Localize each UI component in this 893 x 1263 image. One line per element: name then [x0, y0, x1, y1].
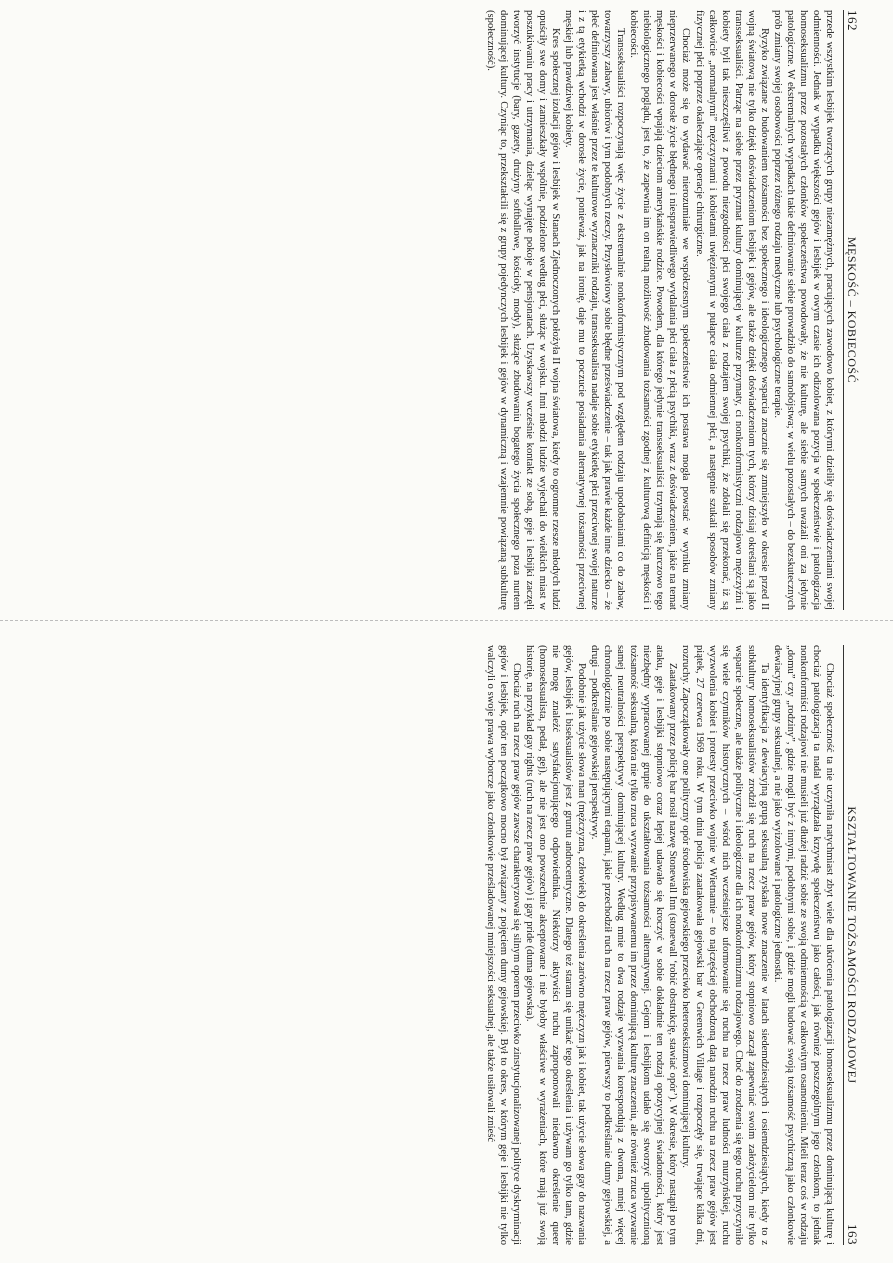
- page-body: [0, 645, 836, 1245]
- running-title: KSZTAŁTOWANIE TOŻSAMOŚCI RODZAJOWEJ: [845, 806, 859, 1084]
- paragraph: Ryzyko związane z budowaniem tożsamości bez społecznego i ideologicznego wsparcia znacznie się zmniejszyło w okresie przed II wojną światową nie tylko dzięki doświadczeniom lesbijek i gejów, ale także dzięki doświadczeniom tych, którzy dzisiaj określani są jako transseksualiści. Patrząc na siebie przez pryzmat kultury dominującej w kulturze przymaty, ci nonkonformistyczni rodzajowo mężczyźni i kobiety byli tak nieszczęśliwi z powodu niezgodności płci swojego ciała z rodzajem swojej psychiki, że zdołali się przekonać, iż są całkowicie „normalnymi” mężczyznami i kobietami uwięzionymi w pułapce ciała odmiennej płci, a następnie szukali sposobów zmiany fizycznej płci poprzez okaleczające operacje chirurgiczne.: [693, 10, 770, 610]
- page-number: 163: [845, 1224, 860, 1245]
- page-fold: [0, 620, 893, 623]
- paragraph: Kres społecznej izolacji gejów i lesbijek w Stanach Zjednoczonych położyła II wojna światowa, kiedy to ogromne rzesze młodych ludzi opuściły swe domy i zamieszkały wspólnie, podzielone według płci, służąc w wojsku. Inni młodzi ludzie wyjechali do wielkich miast w poszukiwaniu pracy i utrzymania, dzieląc wynajęte pokoje w pensjonatach. Uzyskawszy wcześnie kontakt ze sobą, geje i lesbijki zaczęli tworzyć instytucje (bary, gazety, drużyny softballowe, kościoły, mody), służące zbudowaniu bogatego życia społecznego poza nurtem dominującej kultury. Czyniąc to, przekształcili się z grupy pojedynczych lesbijek i gejów w dynamiczną i wzajemnie powiązaną subkulturę (społeczność).: [484, 10, 562, 610]
- paragraph: Chociaż ruch na rzecz praw gejów zawsze charakteryzował się silnym oporem przeciwko zinstytucjonalizowanej polityce dyskryminacji gejów i lesbijek, opór ten początkowo mocno był związany z pojęciem dumy gejowskiej. Był to okres, w którym geje i lesbijki nie tylko walczyli o swoje prawa wyborcze jako członkowie prześladowanej mniejszości seksualnej, ale także usiłowali znieść: [484, 645, 522, 1245]
- page-number: 162: [845, 10, 860, 31]
- running-head: [843, 10, 860, 610]
- running-head: [843, 645, 860, 1245]
- paragraph: przede wszystkim lesbijek tworzących grupy niezamężnych, pracujących zawodowo kobiet, z którymi dzieliły się doświadczeniami swojej odmienności. Jednak w wypadku większości gejów i lesbijek w owym czasie ich odizolowana pozycja w społeczeństwie i patologizacja homoseksualizmu przez pozostałych członków społeczeństwa powodowały, że nie kulturę, ale siebie samych uważali oni za jedynie patologiczne. W ekstremalnych wypadkach takie definiowanie siebie prowadziło do samobójstwa; w wielu pozostałych – do bezskutecznych prób zmiany swojej osobowości poprzez różnego rodzaju medyczne lub psychologiczne terapie.: [771, 10, 835, 610]
- paragraph: Chociaż może się to wydawać nierozumiałe we współczesnym społeczeństwie ich postawa mogła powstać w wyniku zmiany nieprzerwanego w dorosłe życie błędnego i niesprawiedliwego wydalania płci ciała z płcią psychiki, wraz z doświadczeniem, jakie na temat męskości i kobiecości wpajają dzieciom amerykańskie rodzice. Powodem, dla którego jedynie transseksualiści trzymają się kurczowo tego niebiologicznego poglądu, jest to, że zapewnia im on realną możliwość zbudowania tożsamości zgodnej z kulturową definicją męskości i kobiecości.: [628, 10, 692, 610]
- right-page: [0, 645, 860, 1245]
- page-body: [0, 10, 836, 610]
- running-title: MĘSKOŚĆ – KOBIECOŚĆ: [845, 236, 859, 384]
- paragraph: Podobnie jak użycie słowa man (mężczyzna, człowiek) do określenia zarówno mężczyzn jak i kobiet, tak użycie słowa gay do nazwania gejów, lesbijek i biseksualistów jest z gruntu androcentryczne. Dlatego też staram się unikać tego określenia i używam go tylko tam, gdzie nie mogę znaleźć satysfakcjonującego odpowiednika. Niektórzy aktywiści ruchu zaproponowali niedawno określenie queer (homoseksualista, pedał, gej), ale nie jest ono powszechnie akceptowane i nie byłoby właściwe w wyrażeniach, które mają już swoją historię, na przykład gay rights (ruch na rzecz praw gejów) i gay pride (duma gejowska).: [523, 645, 588, 1245]
- paragraph: Transseksualiści rozpoczynają więc życie z ekstremalnie nonkonformistycznym pod względem rodzaju upodobaniami co do zabaw, towarzyszy zabawy, ubiorów i tym podobnych rzeczy. Przysłowiowy sobie błędne przeświadczenie – tak jak prawie każde inne dziecko – że płeć definiowana jest właśnie przez te kulturowe wyznaczniki rodzaju, transseksualista nadaje sobie etykietkę płci przeciwnej swojej naturze i z tą etykietką wchodzi w dorosłe życie, ponieważ, jak na ironię, daje mu to poczucie posiadania alternatywnej tożsamości przeciwnej męskiej lub prawdziwej kobiety.: [563, 10, 627, 610]
- paragraph: Ta identyfikacja z dewiacyjną grupą seksualną zyskała nowe znaczenie w latach siedemdziesiątych i osiemdziesiątych, kiedy to z subkultury homoseksualistów zrodził się ruch na rzecz praw gejów, który stopniowo zaczął zapewniać swoim założycielom nie tylko wsparcie społeczne, ale także polityczne i ideologiczne dla ich nonkonformizmu rodzajowego. Choć do zrodzenia się tego ruchu przyczyniło się wiele czynników historycznych – wśród nich wcześniejsze uformowanie się ruchu na rzecz praw ludności murzyńskiej, ruchu wyzwolenia kobiet i protesty przeciwko wojnie w Wietnamie – to najczęściej obchodzoną datą narodzin ruchu na rzecz praw gejów jest piątek, 27 czerwca 1969 roku. W tym dniu policja zaatakowała gejowski bar w Greenwich Village i rozpoczęły się, trwające kilka dni, rozruchy. Zapoczątkowały one polityczny opór środowiska gejowskiego przeciwko heteroseksizmowi dominującej kultury.: [680, 645, 770, 1245]
- paragraph: Zaatakowany przez policję bar nosił nazwę Stonewall Inn (stonewall ‘robić obstrukcję, stawiać opór’). W okresie, który nastąpił po tym ataku, geje i lesbijki stopniowo coraz lepiej udawało się kroczyć w sobie dokładnie ten rodzaj opozycyjnej świadomości, który jest niezbędny wypracowanej grupie do ukształtowania tożsamości alternatywnej. Gejom i lesbijkom udało się stworzyć upolitycznioną tożsamość seksualną, która nie tylko rzuca wyzwanie przypisywanemu im przez dominującą kulturę znaczeniu, ale również rzuca wyzwanie samej neutralności perspektywy dominującej kultury. Według mnie to dwa rodzaje wyzwania korespondują z dwoma, mniej więcej chronologicznie po sobie następującymi etapami, jakie przechodził ruch na rzecz praw gejów, pierwszy to podkreślanie dumy gejowskiej, a drugi – podkreślanie gejowskiej perspektywy.: [589, 645, 679, 1245]
- left-page: [0, 10, 860, 610]
- paragraph: Chociaż społeczność ta nie uczyniła natychmiast zbyt wiele dla ukrócenia patologizacji homoseksualizmu przez dominującą kulturę i chociaż patologizacja ta nadal wyrządzała krzywdę społeczeństwu jako całości, jak również poszczególnym jego członkom, to jednak nonkonformiści rodzajowi nie musieli już dłużej radzić sobie ze swoją odmiennością w całkowitym osamotnieniu. Mieli teraz coś w rodzaju „domu” czy „rodziny”, gdzie mogli być z innymi, podobnymi sobie, i gdzie mogli budować swoją tożsamość psychiczną jako członkowie dewiacyjnej grupy seksualnej, a nie jako wyizolowane i patologiczne jednostki.: [771, 645, 835, 1245]
